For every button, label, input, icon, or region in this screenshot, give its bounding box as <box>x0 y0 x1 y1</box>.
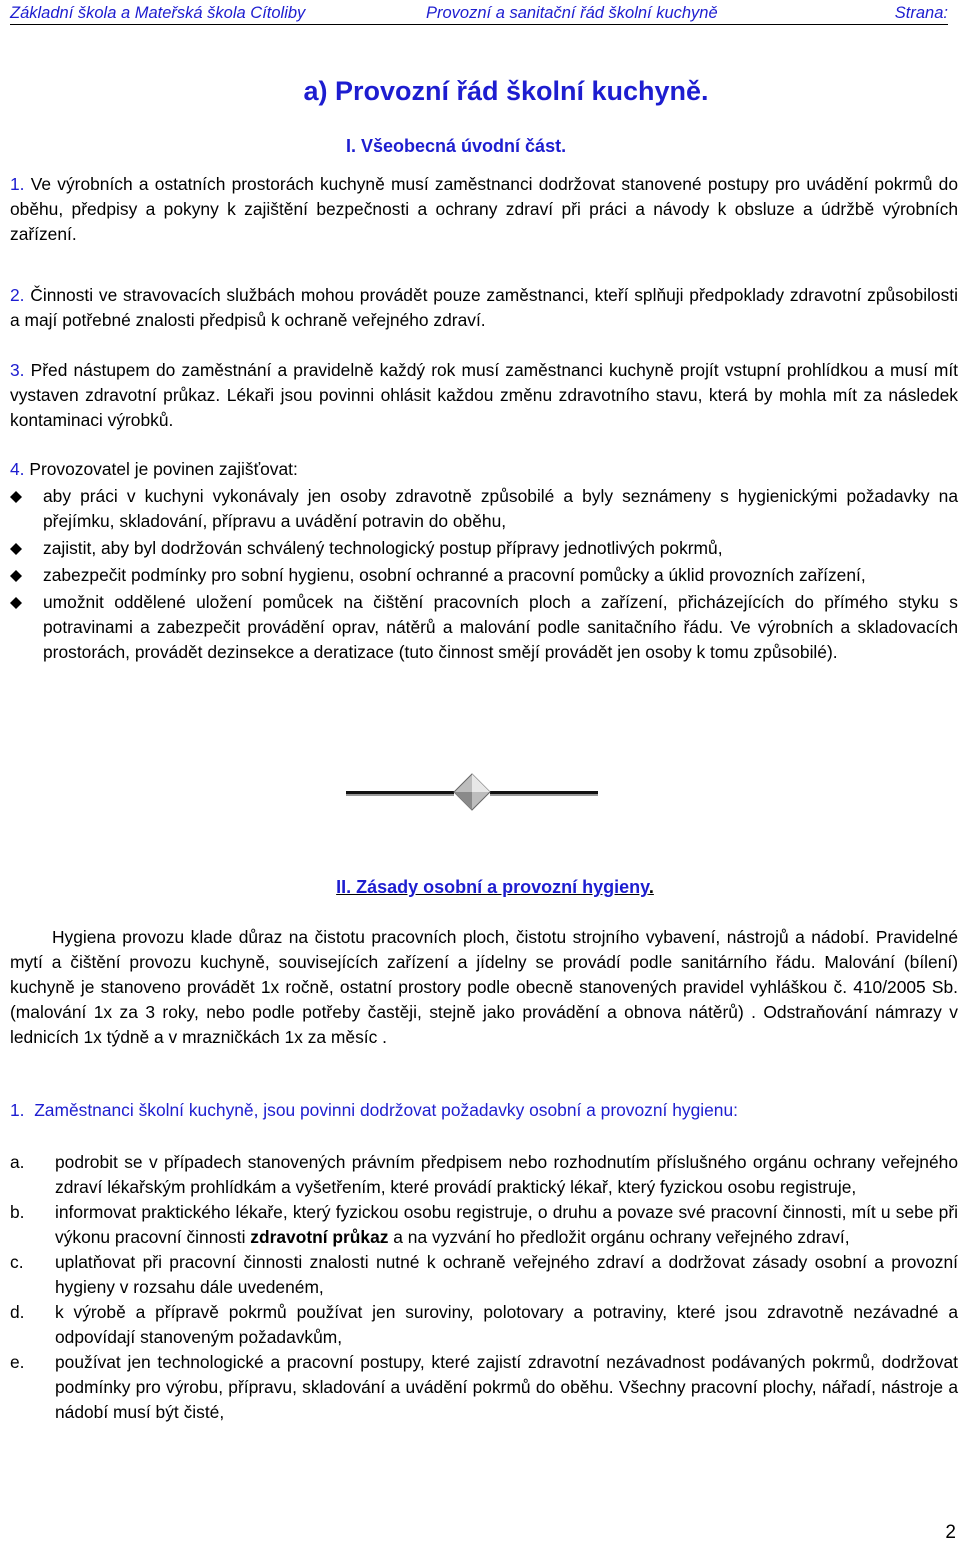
item-text: informovat praktického lékaře, který fyzickou osobu registruje, o druhu a povaze své pracovní činnosti, mít u sebe při výkonu pracovní činnosti <box>55 1202 958 1247</box>
item-label: c. <box>10 1252 24 1272</box>
list-item <box>10 1150 958 1200</box>
list-item <box>10 484 958 534</box>
item-text: uplatňovat při pracovní činnosti znalosti nutné k ochraně veřejného zdraví a dodržovat zásady osobní a provozní hygieny v rozsahu dále uvedeném, <box>55 1252 958 1297</box>
item-label: d. <box>10 1302 25 1322</box>
header-page-label: Strana: <box>894 4 948 22</box>
header-school-name: Základní škola a Mateřská škola Cítoliby <box>10 4 306 22</box>
paragraph-1 <box>10 172 958 247</box>
paragraph-2 <box>10 283 958 333</box>
item-text: a na vyzvání ho předložit orgánu ochrany veřejného zdraví, <box>388 1227 850 1247</box>
paragraph-4 <box>10 457 958 482</box>
list-item-text: zabezpečit podmínky pro sobní hygienu, osobní ochranné a pracovní pomůcky a úklid provozních zařízení, <box>43 565 866 585</box>
item-label: e. <box>10 1352 25 1372</box>
duties-list <box>10 484 958 667</box>
paragraph-number: 2. <box>10 285 25 305</box>
hygiene-paragraph <box>10 925 958 1050</box>
paragraph-number: 4. <box>10 459 25 479</box>
paragraph-number: 1. <box>10 174 25 194</box>
list-item <box>10 536 958 561</box>
divider-ornament-icon <box>346 772 598 812</box>
section-title-dot: . <box>648 877 654 897</box>
header-document-title: Provozní a sanitační řád školní kuchyně <box>426 4 718 22</box>
list-item <box>10 1200 958 1250</box>
diamond-bullet-icon <box>10 491 22 503</box>
item-label: a. <box>10 1152 25 1172</box>
document-title: a) Provozní řád školní kuchyně. <box>303 76 709 106</box>
list-item <box>10 563 958 588</box>
item-text: podrobit se v případech stanovených právním předpisem nebo rozhodnutím příslušného orgánu ochrany veřejného zdraví lékařským prohlídkám a vyšetřením, které provádí praktický lékař, který fyzickou osobu registruje, <box>55 1152 958 1197</box>
paragraph-text: Činnosti ve stravovacích službách mohou provádět pouze zaměstnanci, kteří splňuji předpoklady zdravotní způsobilosti a mají potřebné znalosti předpisů k ochraně veřejného zdraví. <box>10 285 958 330</box>
section-title-text: II. Zásady osobní a provozní hygieny <box>336 877 649 897</box>
heading-text: Zaměstnanci školní kuchyně, jsou povinni dodržovat požadavky osobní a provozní hygienu: <box>34 1100 738 1120</box>
heading-number: 1. <box>10 1100 25 1120</box>
item-text: používat jen technologické a pracovní postupy, které zajistí zdravotní nezávadnost podávaných pokrmů, dodržovat podmínky pro výrobu, přípravu, skladování a uvádění pokrmů do oběhu. Všechny pracovní plochy, nářadí, nástroje a nádobí musí být čisté, <box>55 1352 958 1422</box>
employee-duties-list <box>10 1150 958 1425</box>
page-number: 2 <box>945 1522 956 1543</box>
diamond-bullet-icon <box>10 543 22 555</box>
list-item <box>10 1350 958 1425</box>
section-title-general: I. Všeobecná úvodní část. <box>346 136 567 156</box>
item-text-bold: zdravotní průkaz <box>250 1227 389 1247</box>
diamond-bullet-icon <box>10 597 22 609</box>
page-header <box>10 2 948 25</box>
section-title-hygiene <box>0 875 960 899</box>
list-item-text: umožnit oddělené uložení pomůcek na čištění pracovních ploch a zařízení, přicházejících do přímého styku s potravinami a zabezpečit provádění oprav, nátěrů a malování podle sanitačního řádu. Ve výrobních a skladovacích prostorách, provádět dezinsekce a deratizace (tuto činnost smějí provádět jen osoby k tomu způsobilé). <box>43 592 958 662</box>
paragraph-number: 3. <box>10 360 25 380</box>
list-item-text: zajistit, aby byl dodržován schválený technologický postup přípravy jednotlivých pokrmů, <box>43 538 723 558</box>
hygiene-text: Hygiena provozu klade důraz na čistotu pracovních ploch, čistotu strojního vybavení, nástrojů a nádobí. Pravidelné mytí a čištění provozu kuchyně, souvisejících zařízení a jídelny se provádí podle sanitárního řádu. Malování (bílení) kuchyně je stanoveno provádět 1x ročně, ostatní prostory podle obecně stanovených pravidel vyhláškou č. 410/2005 Sb. (malování 1x za 3 roky, nebo podle potřeby častěji, stejně jako provádění a obnova nátěrů) . Odstraňování námrazy v lednicích 1x týdně a v mrazničkách 1x za měsíc . <box>10 927 958 1047</box>
diamond-bullet-icon <box>10 570 22 582</box>
paragraph-text: Před nástupem do zaměstnání a pravidelně každý rok musí zaměstnanci kuchyně projít vstupní prohlídkou a musí mít vystaven zdravotní průkaz. Lékaři jsou povinni ohlásit každou změnu zdravotního stavu, která by mohla mít za následek kontaminaci výrobků. <box>10 360 958 430</box>
item-label: b. <box>10 1202 25 1222</box>
employee-duties-heading <box>10 1098 738 1123</box>
paragraph-text: Ve výrobních a ostatních prostorách kuchyně musí zaměstnanci dodržovat stanovené postupy pro uvádění pokrmů do oběhu, předpisy a pokyny k zajištění bezpečnosti a ochrany zdraví při práci a návody k obsluze a údržbě výrobních zařízení. <box>10 174 958 244</box>
list-item <box>10 1300 958 1350</box>
list-item <box>10 590 958 665</box>
paragraph-3 <box>10 358 958 433</box>
item-text: k výrobě a přípravě pokrmů používat jen suroviny, polotovary a potraviny, které jsou zdravotně nezávadné a odpovídají stanoveným požadavkům, <box>55 1302 958 1347</box>
list-item <box>10 1250 958 1300</box>
list-item-text: aby práci v kuchyni vykonávaly jen osoby zdravotně způsobilé a byly seznámeny s hygienickými požadavky na přejímku, skladování, přípravu a uvádění potravin do oběhu, <box>43 486 958 531</box>
paragraph-text: Provozovatel je povinen zajišťovat: <box>24 459 298 479</box>
